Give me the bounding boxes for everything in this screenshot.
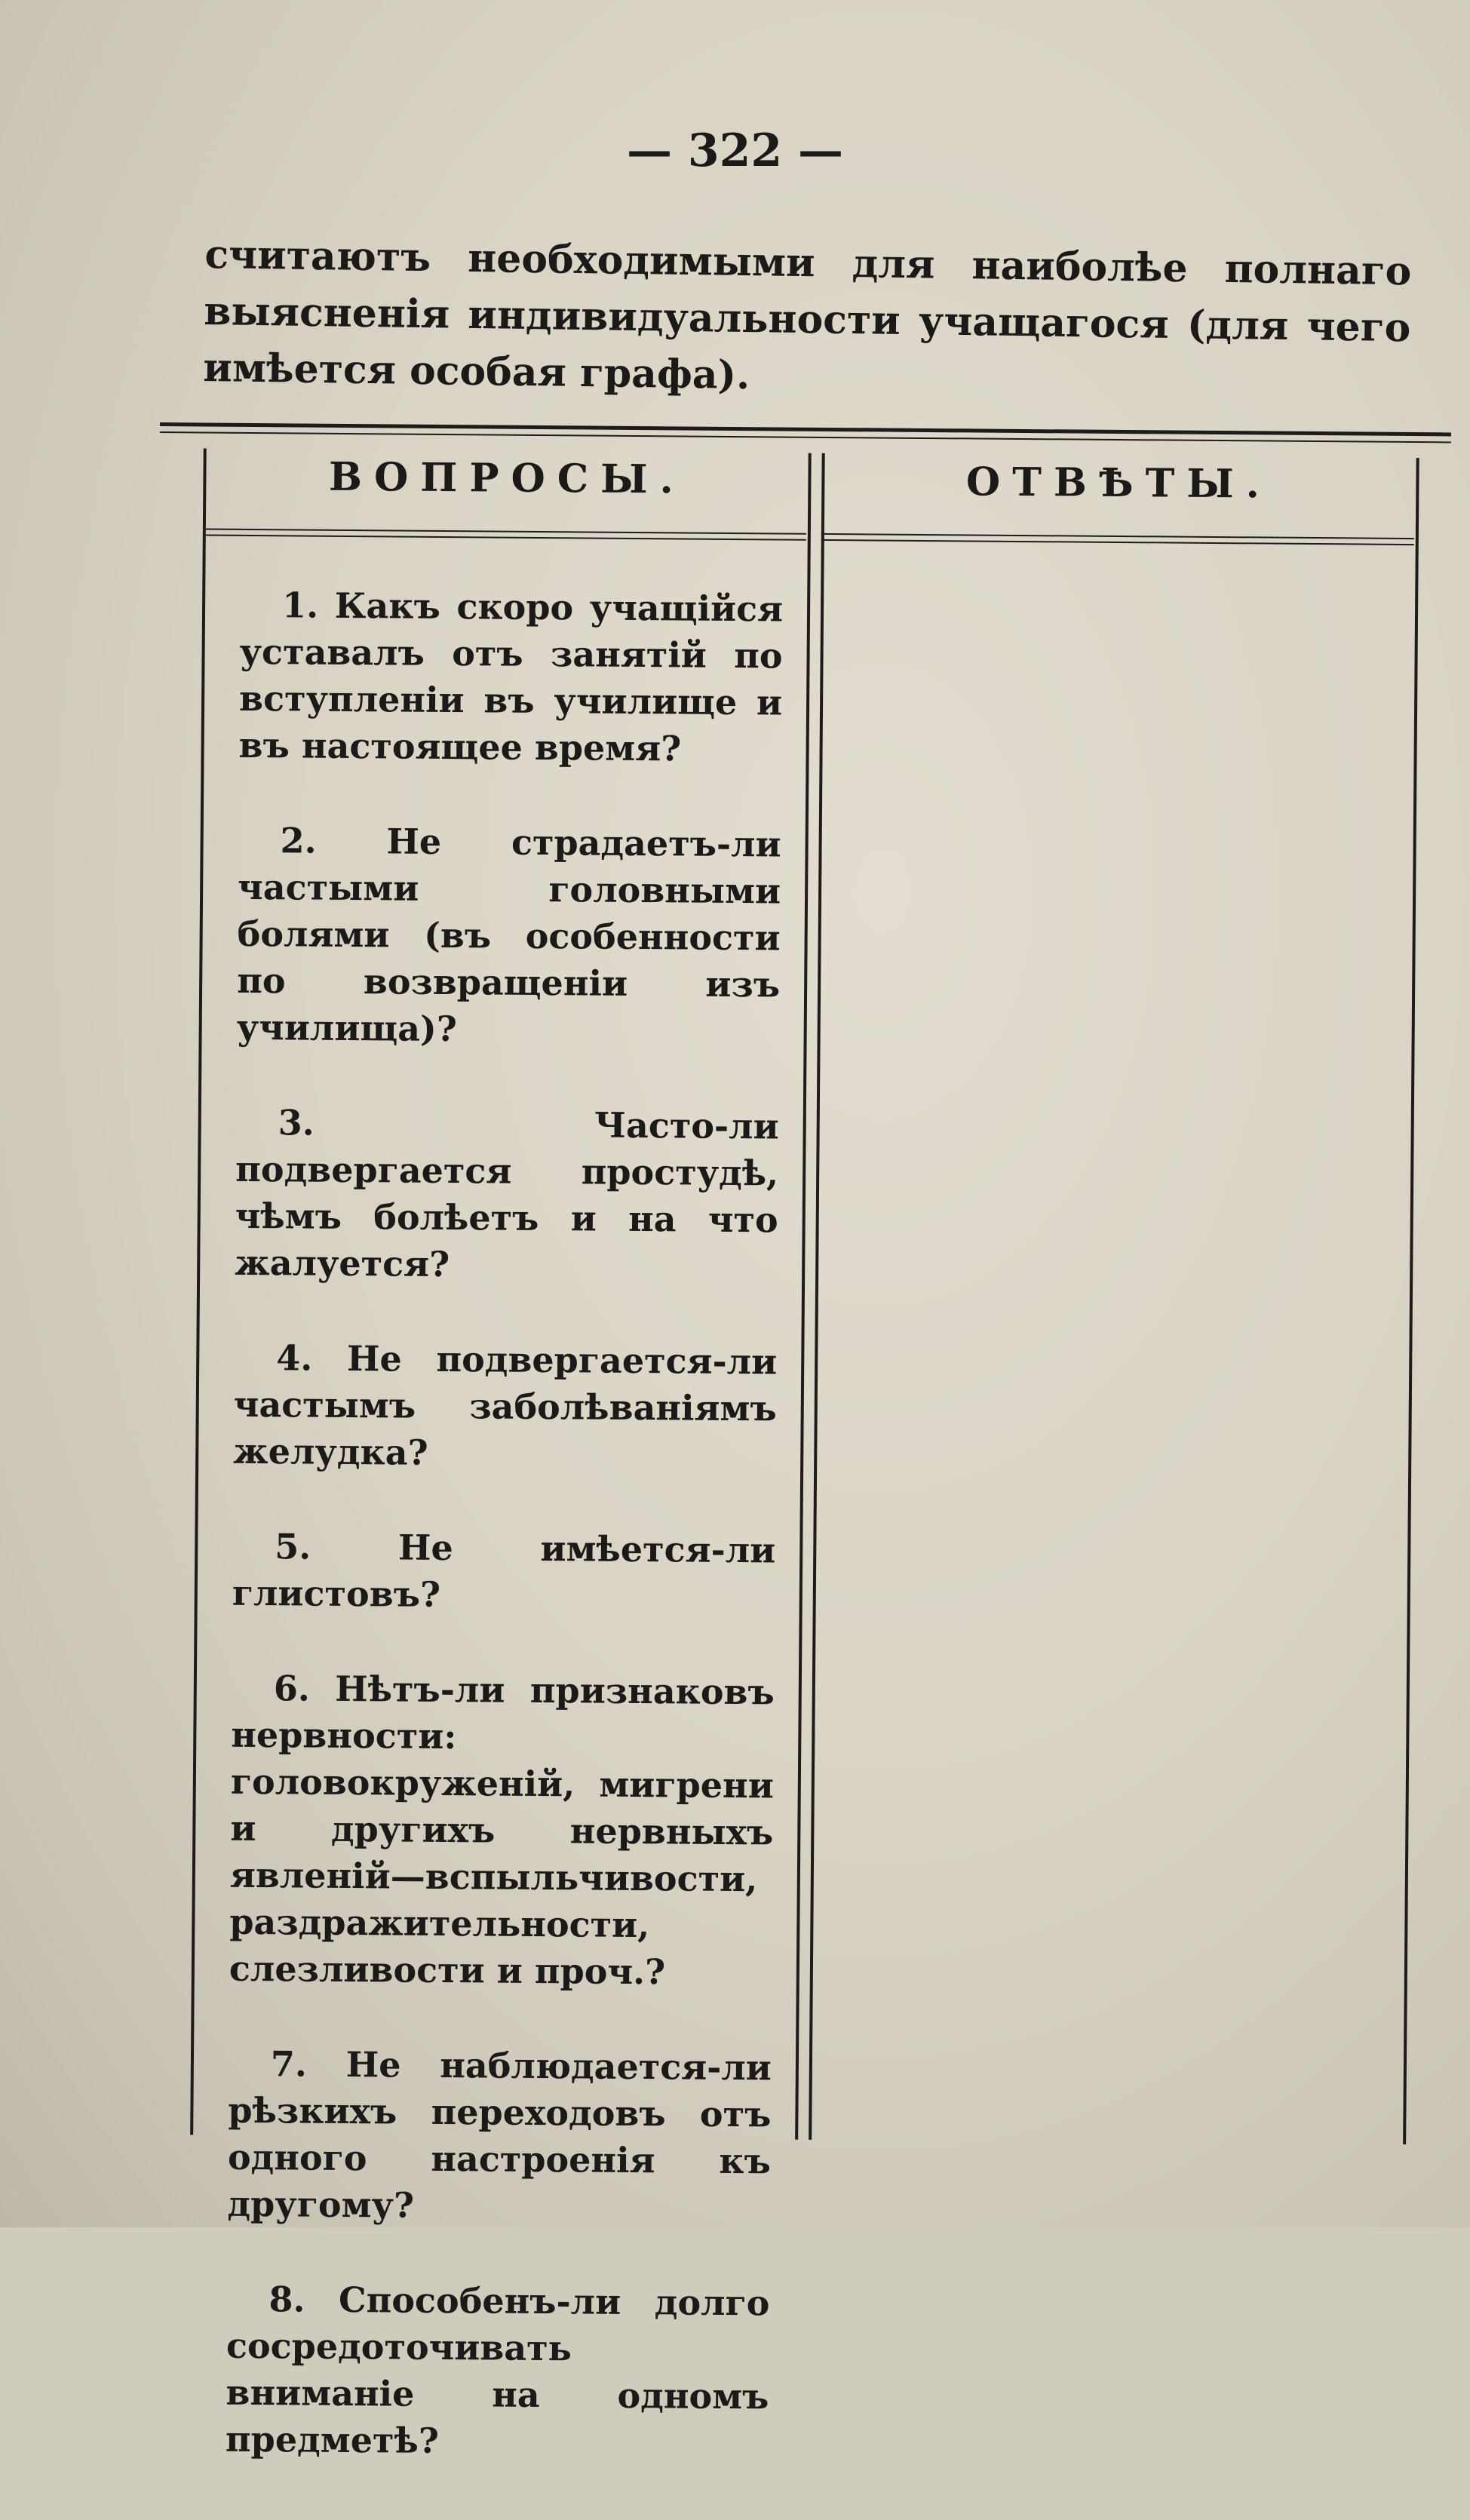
question-1: 1. Какъ скоро учащійся уставалъ отъ занятій по вступленіи въ училище и въ настоящее время? [238,585,784,769]
question-8: 8. Способенъ-ли долго сосредоточивать вниманіе на одномъ предметѣ? [225,2279,770,2461]
answers-column-empty [812,548,1412,2137]
answers-column-header: ОТВѢТЫ. [965,459,1272,508]
question-2: 2. Не страдаетъ-ли частыми головными болями (въ особенности по возвращеніи изъ училища)? [236,820,781,1050]
questions-list [225,582,783,2515]
table-left-border [190,448,207,2135]
page-number: — 322 — [626,124,844,177]
question-4: 4. Не подвергается-ли частымъ заболѣваніямъ желудка? [233,1337,778,1473]
question-5: 5. Не имѣется-ли глистовъ? [232,1526,776,1615]
questions-column-header: ВОПРОСЫ. [328,453,686,503]
question-3: 3. Часто-ли подвергается простудѣ, чѣмъ болѣетъ и на что жалуется? [235,1102,779,1285]
question-7: 7. Не наблюдается-ли рѣзкихъ переходовъ отъ одного настроенія къ другому? [227,2043,772,2226]
intro-paragraph: считаютъ необходимыми для наиболѣе полнаго выясненія индивидуальности учащагося (для чего имѣется особая графа). [202,231,1412,399]
answers-header-rule [821,533,1414,545]
questionnaire-table [146,422,1451,2461]
question-6: 6. Нѣтъ-ли признаковъ нервности: головокруженій, мигрени и другихъ нервныхъ явленій—вспыльчивости, раздражительности, слезливости и проч.? [229,1668,775,1993]
questions-header-rule [206,528,806,540]
table-top-rule [160,422,1451,443]
